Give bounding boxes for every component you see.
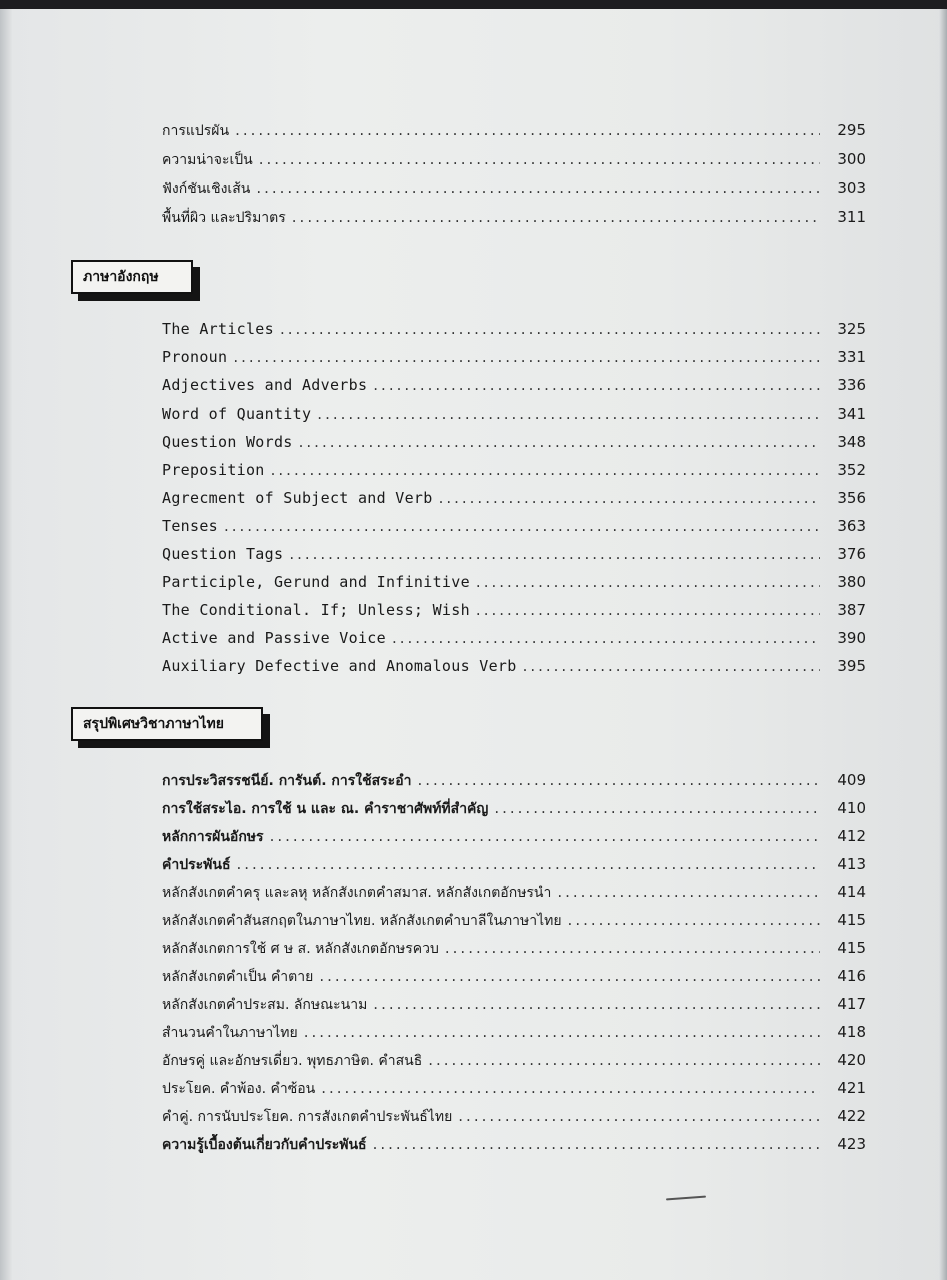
entry-title: การใช้สระไอ. การใช้ น และ ณ. คำราชาศัพท์ที่สำคัญ (162, 801, 489, 817)
ink-mark (666, 1196, 706, 1201)
entry-title: สำนวนคำในภาษาไทย (162, 1025, 298, 1041)
entry-title: Adjectives and Adverbs (162, 376, 368, 394)
entry-title: หลักสังเกตคำสันสกฤตในภาษาไทย. หลักสังเกตคำบาลีในภาษาไทย (162, 913, 562, 929)
entry-title: หลักสังเกตคำเป็น คำตาย (162, 969, 314, 985)
entry-page: 421 (837, 1079, 866, 1097)
leader-dots (417, 771, 820, 789)
leader-dots (476, 573, 820, 591)
entry-title: Active and Passive Voice (162, 629, 386, 647)
entry-page: 409 (837, 771, 866, 789)
toc-entry (162, 994, 866, 1018)
entry-page: 380 (837, 573, 866, 591)
entry-page: 336 (837, 376, 866, 394)
entry-page: 390 (837, 629, 866, 647)
entry-title: อักษรคู่ และอักษรเดี่ยว. พุทธภาษิต. คำสนธิ (162, 1053, 423, 1069)
leader-dots (494, 799, 820, 817)
entry-title: Auxiliary Defective and Anomalous Verb (162, 657, 517, 675)
toc-entry (162, 149, 866, 173)
entry-title: ฟังก์ชันเชิงเส้น (162, 181, 251, 197)
entry-title: การประวิสรรชนีย์. การันต์. การใช้สระอำ (162, 773, 412, 789)
leader-dots (233, 348, 820, 366)
entry-page: 363 (837, 517, 866, 535)
scan-right-edge (939, 9, 947, 1280)
entry-title: Participle, Gerund and Infinitive (162, 573, 470, 591)
entry-title: Question Words (162, 433, 293, 451)
entry-page: 303 (837, 179, 866, 197)
entry-page: 387 (837, 601, 866, 619)
leader-dots (317, 405, 820, 423)
toc-entry (162, 1078, 866, 1102)
entry-page: 331 (837, 348, 866, 366)
entry-page: 376 (837, 545, 866, 563)
entry-page: 422 (837, 1107, 866, 1125)
scan-left-edge (0, 9, 12, 1280)
leader-dots (523, 657, 820, 675)
entry-page: 352 (837, 461, 866, 479)
entry-page: 417 (837, 995, 866, 1013)
toc-entry (162, 770, 866, 794)
entry-title: ประโยค. คำพ้อง. คำซ้อน (162, 1081, 316, 1097)
entry-page: 356 (837, 489, 866, 507)
entry-title: The Conditional. If; Unless; Wish (162, 601, 470, 619)
toc-entry (162, 657, 866, 681)
entry-page: 414 (837, 883, 866, 901)
leader-dots (270, 827, 820, 845)
entry-page: 295 (837, 121, 866, 139)
entry-page: 415 (837, 911, 866, 929)
leader-dots (256, 179, 820, 197)
toc-entry (162, 1022, 866, 1046)
leader-dots (237, 855, 821, 873)
leader-dots (289, 545, 820, 563)
toc-entry (162, 178, 866, 202)
toc-entry (162, 433, 866, 457)
entry-title: หลักสังเกตคำประสม. ลักษณะนาม (162, 997, 368, 1013)
entry-title: Word of Quantity (162, 405, 312, 423)
toc-entry (162, 882, 866, 906)
leader-dots (373, 1135, 820, 1153)
scan-top-edge (0, 0, 947, 9)
entry-title: The Articles (162, 320, 274, 338)
entry-page: 395 (837, 657, 866, 675)
entry-title: Agrecment of Subject and Verb (162, 489, 433, 507)
entry-page: 423 (837, 1135, 866, 1153)
entry-title: คำคู่. การนับประโยค. การสังเกตคำประพันธ์ไทย (162, 1109, 453, 1125)
leader-dots (304, 1023, 820, 1041)
toc-entry (162, 910, 866, 934)
leader-dots (235, 121, 820, 139)
entry-title: หลักสังเกตคำครุ และลหุ หลักสังเกตคำสมาส. หลักสังเกตอักษรนำ (162, 885, 552, 901)
leader-dots (458, 1107, 820, 1125)
entry-page: 420 (837, 1051, 866, 1069)
leader-dots (557, 883, 820, 901)
entry-title: หลักการผันอักษร (162, 829, 264, 845)
entry-page: 413 (837, 855, 866, 873)
entry-page: 311 (837, 208, 866, 226)
entry-title: Pronoun (162, 348, 228, 366)
toc-entry (162, 545, 866, 569)
entry-title: หลักสังเกตการใช้ ศ ษ ส. หลักสังเกตอักษรควบ (162, 941, 439, 957)
leader-dots (280, 320, 820, 338)
entry-title: การแปรผัน (162, 123, 230, 139)
toc-entry (162, 629, 866, 653)
toc-entry (162, 1134, 866, 1158)
leader-dots (428, 1051, 820, 1069)
leader-dots (319, 967, 820, 985)
entry-title: Question Tags (162, 545, 284, 563)
toc-entry (162, 376, 866, 400)
leader-dots (568, 911, 820, 929)
entry-title: Tenses (162, 517, 218, 535)
toc-entry (162, 461, 866, 485)
entry-page: 341 (837, 405, 866, 423)
entry-page: 415 (837, 939, 866, 957)
toc-entry (162, 320, 866, 344)
entry-title: Preposition (162, 461, 265, 479)
entry-page: 410 (837, 799, 866, 817)
leader-dots (271, 461, 820, 479)
toc-entry (162, 938, 866, 962)
toc-entry (162, 120, 866, 144)
entry-page: 348 (837, 433, 866, 451)
toc-entry (162, 1106, 866, 1130)
toc-entry (162, 207, 866, 231)
toc-entry (162, 1050, 866, 1074)
toc-entry (162, 826, 866, 850)
entry-page: 418 (837, 1023, 866, 1041)
entry-title: คำประพันธ์ (162, 857, 231, 873)
entry-page: 412 (837, 827, 866, 845)
leader-dots (321, 1079, 820, 1097)
entry-page: 325 (837, 320, 866, 338)
toc-entry (162, 573, 866, 597)
leader-dots (373, 376, 820, 394)
leader-dots (292, 208, 820, 226)
leader-dots (445, 939, 820, 957)
leader-dots (259, 150, 820, 168)
leader-dots (224, 517, 820, 535)
toc-entry (162, 405, 866, 429)
leader-dots (373, 995, 820, 1013)
entry-page: 416 (837, 967, 866, 985)
section-heading-english: ภาษาอังกฤษ (71, 260, 193, 294)
leader-dots (476, 601, 820, 619)
toc-entry (162, 489, 866, 513)
entry-title: พื้นที่ผิว และปริมาตร (162, 210, 286, 226)
section-heading-thai: สรุปพิเศษวิชาภาษาไทย (71, 707, 263, 741)
entry-title: ความน่าจะเป็น (162, 152, 253, 168)
toc-entry (162, 348, 866, 372)
toc-entry (162, 517, 866, 541)
toc-entry (162, 854, 866, 878)
toc-entry (162, 601, 866, 625)
leader-dots (299, 433, 820, 451)
leader-dots (392, 629, 820, 647)
leader-dots (439, 489, 820, 507)
toc-entry (162, 798, 866, 822)
entry-page: 300 (837, 150, 866, 168)
toc-entry (162, 966, 866, 990)
entry-title: ความรู้เบื้องต้นเกี่ยวกับคำประพันธ์ (162, 1137, 367, 1153)
